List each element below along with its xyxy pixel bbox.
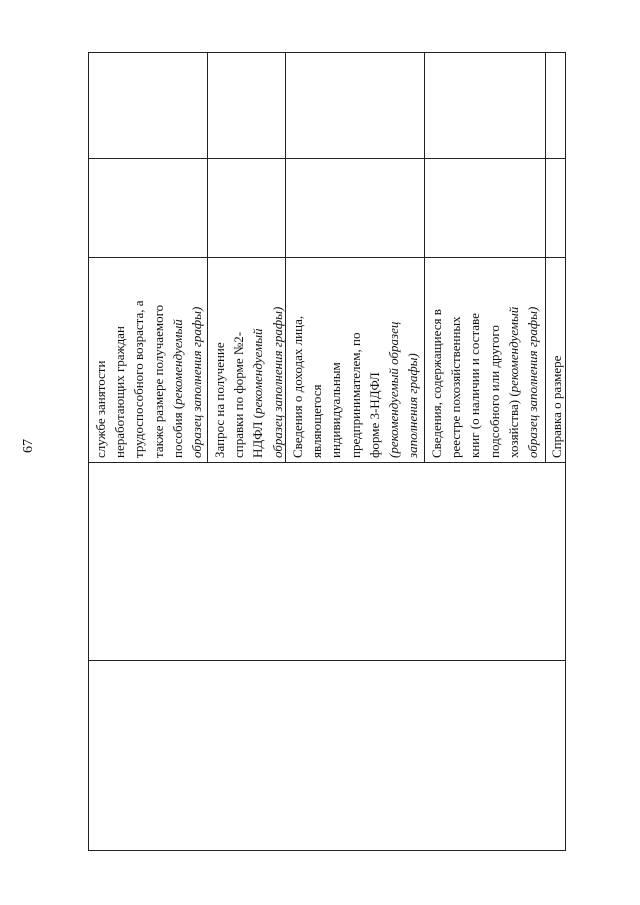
page-number: 67 bbox=[21, 439, 36, 453]
cell-line bbox=[229, 307, 248, 458]
cell-line bbox=[523, 307, 542, 458]
cell-line bbox=[346, 316, 365, 458]
cell-line bbox=[326, 316, 345, 458]
cell-line bbox=[504, 307, 523, 458]
cell-line-text: образец заполнения графы) bbox=[524, 306, 540, 458]
cell-line-text: индивидуальным bbox=[328, 362, 344, 458]
cell-line-text: хозяйства) ( bbox=[505, 392, 521, 458]
column-separator bbox=[88, 462, 566, 463]
cell-line-text: образец заполнения графы) bbox=[188, 306, 204, 458]
cell-line-text: Справка о размере bbox=[549, 355, 564, 458]
cell-ndfl2-request bbox=[210, 307, 287, 458]
cell-household-register bbox=[427, 307, 542, 458]
cell-line-text: предпринимателем, по bbox=[347, 332, 363, 458]
cell-line-text: службе занятости bbox=[93, 360, 108, 458]
cell-line-text: форме 3-НДФЛ bbox=[366, 372, 382, 458]
cell-line bbox=[403, 316, 422, 458]
table-border-left bbox=[88, 52, 89, 851]
cell-line-text: пособия ( bbox=[169, 404, 185, 458]
cell-line bbox=[446, 307, 465, 458]
cell-line-text-emphasis: рекомендуемый bbox=[505, 306, 521, 393]
cell-line bbox=[384, 316, 403, 458]
cell-line-text: справки по форме №2- bbox=[231, 331, 247, 458]
cell-line-text: трудоспособного возраста, а bbox=[131, 300, 147, 458]
cell-certificate-amount bbox=[547, 356, 566, 458]
cell-line bbox=[210, 307, 229, 458]
cell-line-text-emphasis: рекомендуемый bbox=[169, 319, 185, 405]
cell-line-text: книг (о наличии и составе bbox=[467, 313, 483, 458]
cell-line-text: также размере получаемого bbox=[150, 304, 166, 458]
cell-line bbox=[129, 300, 148, 458]
cell-line-text: Сведения о доходах лица, bbox=[290, 315, 305, 458]
column-separator bbox=[88, 257, 566, 258]
cell-line bbox=[91, 300, 110, 458]
cell-income-3ndfl bbox=[288, 316, 422, 458]
cell-line-text: Сведения, содержащиеся в bbox=[429, 309, 444, 458]
cell-line bbox=[168, 300, 187, 458]
cell-line-text: подсобного или другого bbox=[486, 325, 502, 458]
cell-unemployment-info bbox=[91, 300, 206, 458]
cell-line-text: НДФЛ ( bbox=[250, 414, 266, 458]
column-separator bbox=[88, 660, 566, 661]
cell-line bbox=[485, 307, 504, 458]
column-separator bbox=[88, 158, 566, 159]
row-separator bbox=[424, 52, 425, 462]
cell-line bbox=[547, 356, 566, 458]
cell-line-text-emphasis: рекомендуемый bbox=[250, 328, 266, 415]
cell-line-text: Запрос на получение bbox=[212, 342, 227, 458]
cell-line bbox=[288, 316, 307, 458]
row-separator bbox=[207, 52, 208, 462]
cell-line bbox=[248, 307, 267, 458]
cell-line-text: неработающих граждан bbox=[112, 326, 128, 458]
cell-line-text: заполнения графы) bbox=[405, 353, 421, 458]
table-border-top bbox=[88, 52, 566, 53]
cell-line bbox=[465, 307, 484, 458]
cell-line bbox=[427, 307, 446, 458]
cell-line bbox=[307, 316, 326, 458]
cell-line bbox=[268, 307, 287, 458]
cell-line-text: являющегося bbox=[309, 384, 325, 458]
cell-line-text: (рекомендуемый образец bbox=[385, 321, 401, 458]
cell-line bbox=[110, 300, 129, 458]
table-border-bottom bbox=[88, 850, 566, 851]
row-separator bbox=[545, 52, 546, 462]
cell-line bbox=[187, 300, 206, 458]
cell-line bbox=[149, 300, 168, 458]
cell-line-text: реестре похозяйственных bbox=[448, 316, 464, 458]
cell-line bbox=[365, 316, 384, 458]
cell-line-text: образец заполнения графы) bbox=[269, 306, 285, 458]
